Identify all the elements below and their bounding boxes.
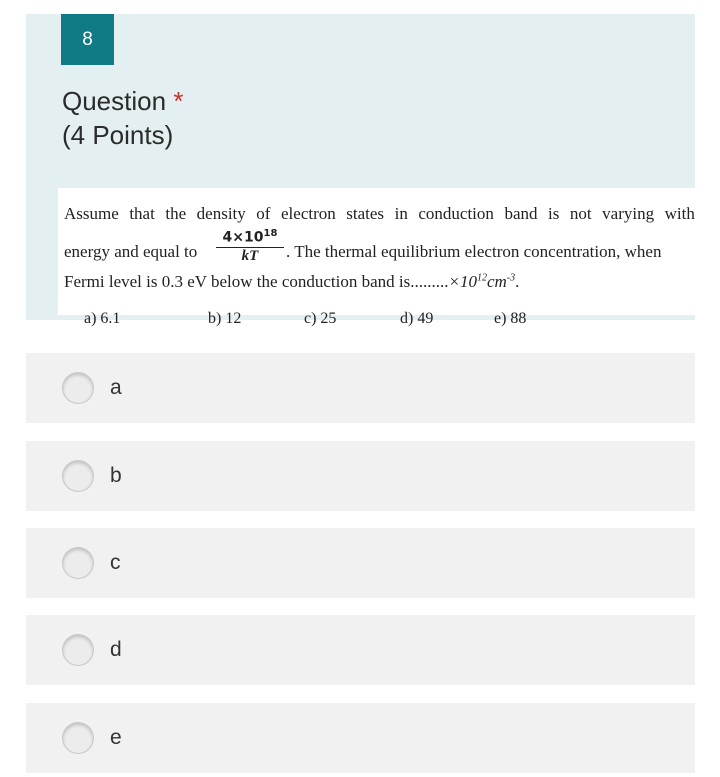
question-image (58, 188, 703, 327)
unit-exponent: 12 (476, 272, 487, 284)
answer-option-label: d (110, 638, 122, 661)
question-number-badge: 8 (61, 14, 114, 65)
question-title (62, 84, 183, 152)
question-card (26, 14, 695, 327)
answer-option-label: a (110, 376, 122, 399)
choice-text-d: d) 49 (400, 310, 434, 327)
answer-option-b[interactable] (26, 441, 695, 511)
choice-text-a: a) 6.1 (84, 310, 121, 327)
word: varying (602, 204, 655, 223)
line2-prefix: energy and equal to (64, 242, 198, 261)
radio-button[interactable] (63, 461, 93, 491)
fraction-expression (212, 226, 288, 264)
fraction-numerator (212, 226, 288, 246)
question-title-text: Question (62, 86, 167, 116)
word: with (664, 204, 695, 223)
word: electron (281, 204, 336, 223)
word: of (256, 204, 271, 223)
unit-cm-exponent: -3 (506, 272, 516, 284)
choice-text-e: e) 88 (494, 310, 527, 327)
word: that (129, 204, 155, 223)
question-line-1 (64, 204, 695, 224)
line3-text: Fermi level is 0.3 eV below the conduction band is......... (64, 272, 449, 291)
radio-button[interactable] (63, 635, 93, 665)
answer-option-a[interactable] (26, 353, 695, 423)
choice-text-b: b) 12 (208, 310, 242, 327)
fraction-denominator: kT (241, 247, 259, 264)
word: Assume (64, 204, 119, 223)
question-points: (4 Points) (62, 120, 174, 150)
word: density (196, 204, 246, 223)
radio-button[interactable] (63, 373, 93, 403)
answer-option-d[interactable] (26, 615, 695, 685)
required-mark: * (173, 86, 184, 116)
word: the (165, 204, 187, 223)
unit-cm: cm (486, 272, 507, 291)
answer-option-label: b (110, 464, 122, 487)
word: is (548, 204, 560, 223)
fraction-numerator-base: 4×10 (222, 229, 264, 246)
word: states (346, 204, 385, 223)
word: not (569, 204, 592, 223)
word: band (504, 204, 538, 223)
word: in (394, 204, 408, 223)
radio-button[interactable] (63, 723, 93, 753)
answer-option-label: e (110, 726, 122, 749)
question-line-3 (64, 272, 695, 292)
line2-suffix: . The thermal equilibrium electron concentration, when (286, 242, 662, 261)
radio-button[interactable] (63, 548, 93, 578)
answer-option-label: c (110, 551, 121, 574)
line3-end: . (515, 272, 520, 291)
choice-text-c: c) 25 (304, 310, 337, 327)
word: conduction (418, 204, 494, 223)
answer-option-e[interactable] (26, 703, 695, 773)
line3-unit (448, 272, 515, 291)
fraction-numerator-exponent: 18 (263, 228, 278, 239)
answer-option-c[interactable] (26, 528, 695, 598)
unit-base: ×10 (448, 272, 477, 291)
